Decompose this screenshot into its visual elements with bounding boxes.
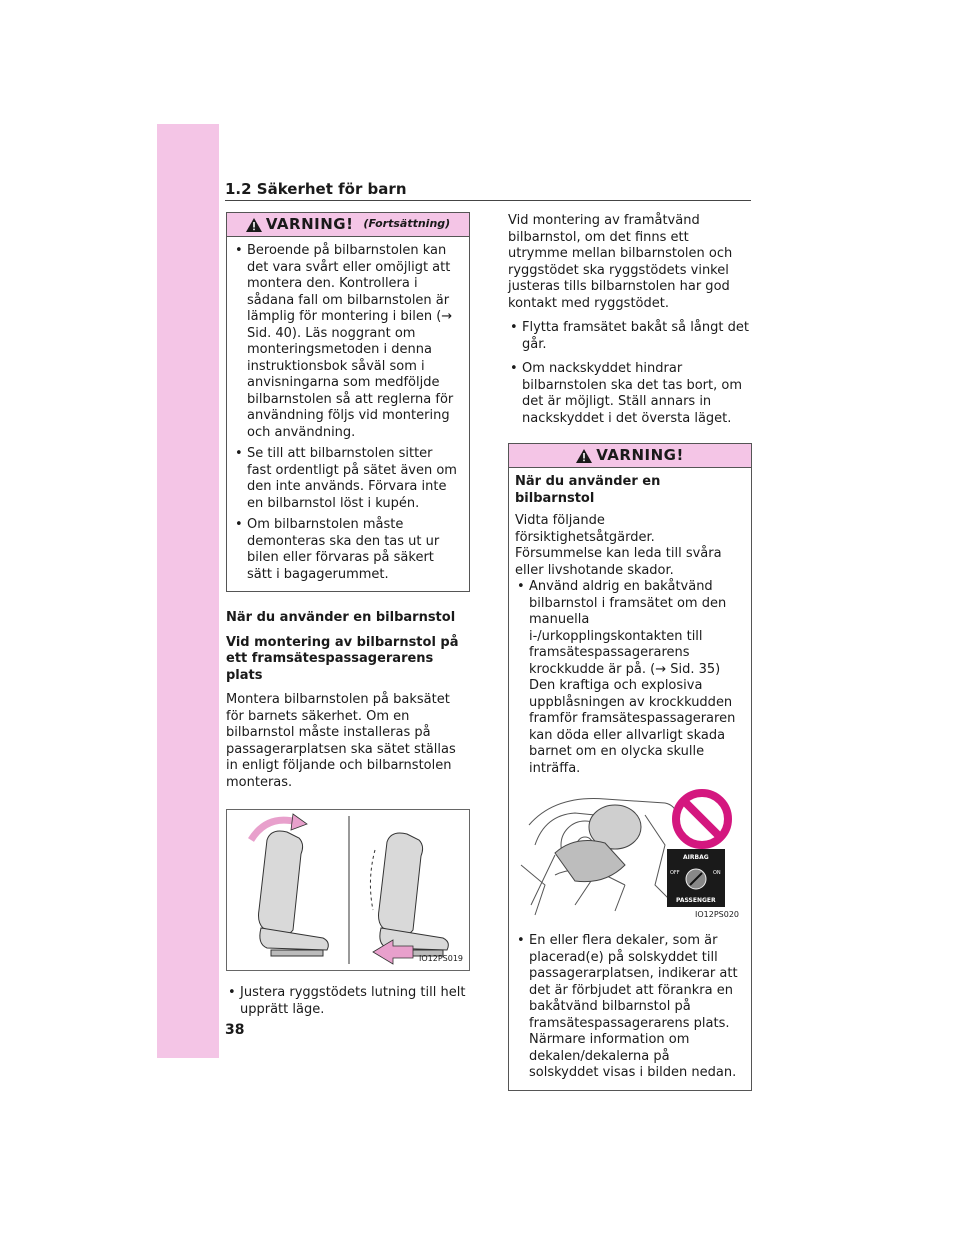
airbag-on-label: ON xyxy=(713,870,721,876)
install-paragraph: Montera bilbarnstolen på baksätet för barnets säkerhet. Om en bilbarnstol måste installeras på passagerarplatsen ska sätet ställas in enligt följande och bilbarnstolen monteras. xyxy=(226,692,456,790)
page-number: 38 xyxy=(225,1022,245,1038)
seat-right-drawing xyxy=(379,833,449,956)
warning-box xyxy=(508,443,752,1091)
right-bullet: • Flytta framsätet bakåt så långt det går. xyxy=(508,320,752,353)
right-bullet: • Om nackskyddet hindrar bilbarnstolen ska det tas bort, om det är möjligt. Ställ annars in nackskyddet i det översta läget. xyxy=(508,361,752,427)
recline-bullet: • Justera ryggstödets lutning till helt upprätt läge. xyxy=(226,985,470,1018)
heading-front-passenger-install: Vid montering av bilbarnstol på ett framsätespassagerarens plats xyxy=(226,634,459,683)
warning-bullet: • Använd aldrig en bakåtvänd bilbarnstol i framsätet om den manuella i-/urkopplingskontakten till framsätespassagerarens krockkudde är på. (→ Sid. 35) Den kraftiga och explosiva uppblåsningen av krockkudden framför framsätespassageraren kan döda eller allvarligt skada barnet om en olycka skulle inträffa. xyxy=(515,579,743,777)
warning-text: Vidta följande försiktighetsåtgärder. Försummelse kan leda till svåra eller livshotande skador. xyxy=(515,513,722,578)
right-column xyxy=(508,213,752,1091)
warning-bullet: • Om bilbarnstolen måste demonteras ska den tas ut ur bilen eller förvaras på säkert sätt i bagagerummet. xyxy=(233,517,461,583)
seat-left-drawing xyxy=(259,831,329,956)
warning-heading: När du använder en bilbarnstol xyxy=(515,474,661,506)
warning-bullet: • Beroende på bilbarnstolen kan det vara svårt eller omöjligt att montera den. Kontrollera i sådana fall om bilbarnstolen är lämplig för montering i bilen (→ Sid. 40). Läs noggrant om monteringsmetoden i denna instruktionsbok såväl som i anvisningarna som medföljde bilbarnstolen så att reglerna för användning följs vid montering och användning. xyxy=(233,243,461,441)
airbag-figure xyxy=(515,785,743,923)
airbag-label: AIRBAG xyxy=(683,854,709,861)
warning-header xyxy=(509,444,751,468)
warning-title: VARNING! xyxy=(596,446,684,465)
heading-using-child-seat: När du använder en bilbarnstol xyxy=(226,610,456,625)
forward-facing-paragraph: Vid montering av framåtvänd bilbarnstol, om det finns ett utrymme mellan bilbarnstolen och ryggstödet ska ryggstödets vinkel justeras tills bilbarnstolen har god kontakt med ryggstödet. xyxy=(508,213,733,311)
warning-bullet: • En eller flera dekaler, som är placerad(e) på solskyddet till passagerarplatsen, indikerar att det är förbjudet att förankra en bakåtvänd bilbarnstol på framsätespassagerarens plats. Närmare information om dekalen/dekalerna på solskyddet visas i bilden nedan. xyxy=(515,933,743,1082)
header-rule xyxy=(225,200,751,201)
warning-bullet: • Se till att bilbarnstolen sitter fast ordentligt på sätet även om den inte används. Förvara inte en bilbarnstol löst i kupén. xyxy=(233,446,461,512)
warning-continued-header xyxy=(227,213,469,237)
warning-triangle-icon xyxy=(246,218,262,232)
warning-continued-label: (Fortsättning) xyxy=(363,217,451,231)
warning-triangle-icon xyxy=(576,449,592,463)
warning-continued-box xyxy=(226,212,470,592)
warning-title: VARNING! xyxy=(265,215,354,234)
warning-continued-body xyxy=(227,237,469,591)
left-column xyxy=(226,212,470,1018)
chapter-side-tab xyxy=(157,124,219,1058)
airbag-off-label: OFF xyxy=(670,870,680,876)
passenger-label: PASSENGER xyxy=(676,897,716,904)
figure-code: IO12PS020 xyxy=(694,909,739,919)
seat-adjustment-figure xyxy=(226,809,470,971)
seat-illustration xyxy=(227,810,471,970)
warning-body xyxy=(509,468,751,1090)
section-header: 1.2 Säkerhet för barn xyxy=(225,180,407,198)
figure-code: IO12PS019 xyxy=(418,953,463,963)
